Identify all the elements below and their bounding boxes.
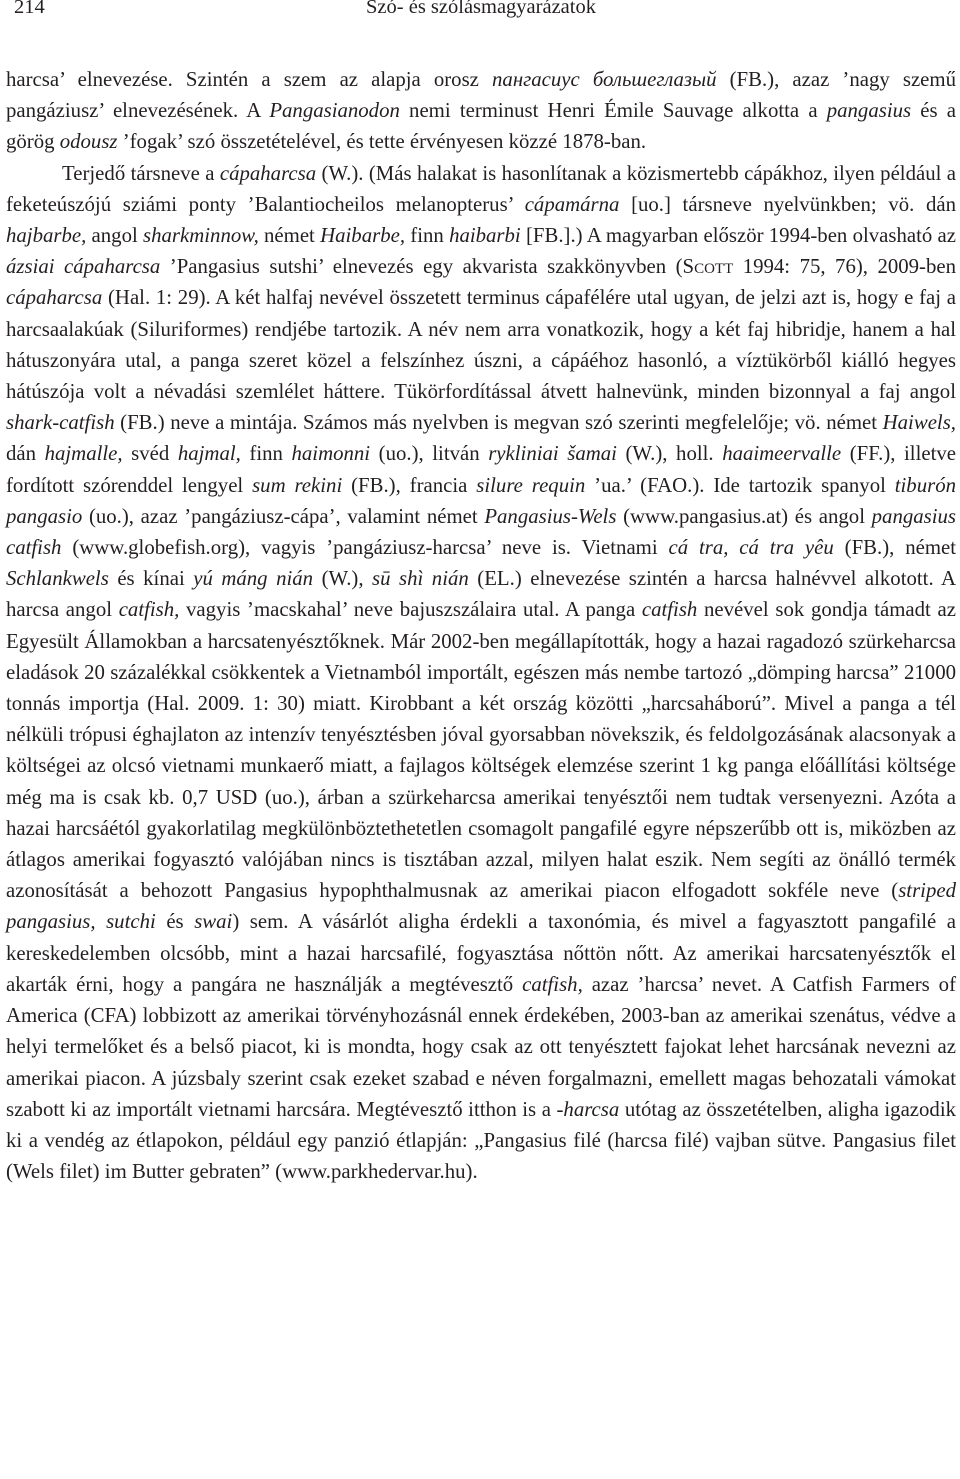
text-run: (W.), [313,567,373,591]
text-run: harcsa’ elnevezése. Szintén a szem az alapja orosz [6,68,493,91]
text-run: ’fogak’ szó összetételével, és tette érvényesen közzé 1878-ban. [117,130,647,154]
text-run: német [258,224,321,248]
italic-term: catfish [641,598,698,622]
italic-term: ázsiai cápaharcsa [6,255,161,279]
text-run: és [155,910,195,934]
text-run: (W.). (Más halakat is hasonlítanak a közismertebb cápákhoz, ilyen például a feketeúszójú sziámi ponty ’Balantiocheilos melanopterus’ [6,161,956,216]
italic-term: yú máng nián [193,567,314,591]
italic-term: shark-catfish [6,411,115,435]
text-run: angol [86,224,144,248]
page-header [6,0,956,30]
italic-term: sharkminnow, [143,224,259,248]
text-run: (FB.) neve a mintája. Számos más nyelvben is megvan szó szerinti megfelelője; vö. német [114,411,883,435]
text-run: (Hal. 1: 29). A két halfaj nevével összetett terminus cápafélére utal ugyan, de jelzi azt is, hogy e faj a harcsaalakúak (Siluriformes) rendjébe tartozik. A név nem arra vonatkozik, hogy a két faj hibridje, hanem a hal hátuszonyára utal, a panga szeret közel a felszínhez úszni, a cápáéhoz hasonló, a víztükörből kiálló hegyes hátúszója volt a névadási szemlélet háttere. Tükörfordítással átvett halnevünk, minden bizonnyal a faj angol [6,286,956,404]
italic-term: sū shì nián [372,567,469,591]
italic-term: haibarbi [449,224,521,248]
italic-term: silure requin [476,473,586,497]
italic-term: pangasius [826,99,912,123]
text-run: dán [6,442,45,466]
page-number: 214 [14,0,45,18]
italic-term: odousz [59,130,118,154]
italic-term: haimonni [291,442,371,466]
text-run: [FB.].) A magyarban először 1994-ben olvasható az [520,224,957,248]
running-head: Szó- és szólásmagyarázatok [366,0,596,18]
italic-term: cá tra, cá tra yêu [668,536,834,560]
text-run: ’ua.’ (FAO.). Ide tartozik spanyol [585,473,895,497]
italic-term: cápaharcsa [219,161,317,185]
text-run: (FB.), azaz ’nagy szemű pangáziusz’ elnevezésének. A [6,68,956,123]
text-run: finn [240,442,292,466]
italic-term: Haiwels, [882,411,956,435]
italic-term: Pangasius-Wels [484,504,617,528]
italic-term: striped pangasius, sutchi [6,879,956,934]
italic-term: haaimeervalle [722,442,842,466]
text-run: nevével sok gondja támadt az Egyesült Államokban a harcsatenyésztőknek. Már 2002-ben megállapították, hogy a hazai ragadozó szürkeharcsa eladások 20 százalékkal csökkentek a Vietnamból importált, egészen más nembe tartozó „dömping harcsa” 21000 tonnás importja (Hal. 2009. 1: 30) miatt. Kirobbant a két ország közötti „harcsaháború”. Mivel a panga a tél nélküli trópusi éghajlaton az intenzív tenyésztésben jóval gyorsabban növekszik, és feldolgozásának alacsonyak a költségei az olcsó vietnami munkaerő miatt, a fajlagos költségek elemzése szerint 1 kg panga előállítási költsége még ma is csak kb. 0,7 USD (uo.), árban a szürkeharcsa amerikai tenyésztői nem tudtak versenyezni. Azóta a hazai harcsáétól gyakorlatilag megkülönböztethetetlen csomagolt pangafilé egyre népszerűbb ott is, miközben az átlagos amerikai fogyasztó valójában nincs is tisztában azzal, milyen halat eszik. Nem segíti az önálló termék azonosítását a behozott Pangasius hypophthalmusnak az amerikai piacon elfogadott sokféle neve ( [6,598,956,903]
italic-term: Haibarbe, [320,224,406,248]
text-run: [uo.] társneve nyelvünkben; vö. dán [619,192,956,216]
italic-term: swai [194,910,233,934]
text-run: finn [405,224,450,248]
text-run: 1994: 75, 76), 2009-ben [733,255,956,279]
text-run: Terjedő társneve a [62,161,220,185]
text-run: (uo.), litván [370,442,489,466]
italic-term: cápamárna [524,192,620,216]
text-run: svéd [122,442,178,466]
text-run: (FB.), német [833,536,957,560]
italic-term: hajmalle, [44,442,123,466]
italic-term: catfish, [118,598,180,622]
text-run: ) sem. A vásárlót aligha érdekli a taxonómia, és mivel a fagyasztott pangafilé a kereskedelemben olcsóbb, mint a hazai harcsafilé, fogyasztása nőttön nőtt. Az amerikai harcsatenyésztők el akarták érni, hogy a pangára ne használják a megtévesztő [6,910,956,996]
text-run: vagyis ’macskahal’ neve bajuszszálaira utal. A panga [179,598,642,622]
text-run: azaz ’harcsa’ nevet. A Catfish Farmers of America (CFA) lobbizott az amerikai törvényhozásnál ennek érdekében, 2003-ban az amerikai szenátus, védve a helyi termelőket és a belső piacot, ki is mondta, hogy csak az ott tenyésztett fajokat lehet harcsának nevezni az amerikai piacon. A júzsbaly szerint csak ezeket szabad e néven forgalmazni, emellett magas behozatali vámokat szabott ki az importált vietnami harcsára. Megtévesztő itthon is a [6,972,956,1121]
small-caps-name: Scott [682,255,734,279]
italic-term: Pangasianodon [269,99,400,123]
text-run: (FF.), illetve fordított szórenddel lengyel [6,442,956,497]
italic-term: -harcsa [556,1097,620,1121]
italic-term: catfish, [522,972,583,996]
italic-term: пангасиус большеглазый [492,68,717,91]
text-run: (uo.), azaz ’pangáziusz-cápa’, valamint német [82,504,485,528]
italic-term: pangasius catfish [6,504,957,560]
body-text [6,64,956,1187]
text-run: nemi terminust Henri Émile Sauvage alkotta a [399,99,827,123]
text-run: (EL.) elnevezése szintén a harcsa halnévvel alkotott. A harcsa angol [6,567,957,622]
italic-term: hajmal, [177,442,241,466]
italic-term: tiburón pangasio [6,473,956,528]
text-run: (W.), holl. [616,442,723,466]
italic-term: sum rekini [252,473,343,497]
text-run: (www.pangasius.at) és angol [616,504,872,528]
text-run: utótag az összetételben, aligha igazodik ki a vendég az étlapokon, például egy panzió étlapján: „Pangasius filé (harcsa filé) vajban sütve. Pangasius filet (Wels filet) im Butter gebraten” (www.parkhedervar.hu). [6,1097,957,1184]
italic-term: cápaharcsa [6,286,103,310]
text-run: (FB.), francia [342,473,477,497]
text-run: és a görög [6,99,957,154]
text-run: ’Pangasius sutshi’ elnevezés egy akvarista szakkönyvben ( [160,255,683,279]
text-run: és kínai [108,567,194,591]
italic-term: Schlankwels [6,567,109,591]
italic-term: hajbarbe, [6,224,87,248]
paragraph [6,64,956,158]
italic-term: rykliniai šamai [488,442,617,466]
text-run: (www.globefish.org), vagyis ’pangáziusz-harcsa’ neve is. Vietnami [61,536,669,560]
paragraph [6,158,956,1188]
